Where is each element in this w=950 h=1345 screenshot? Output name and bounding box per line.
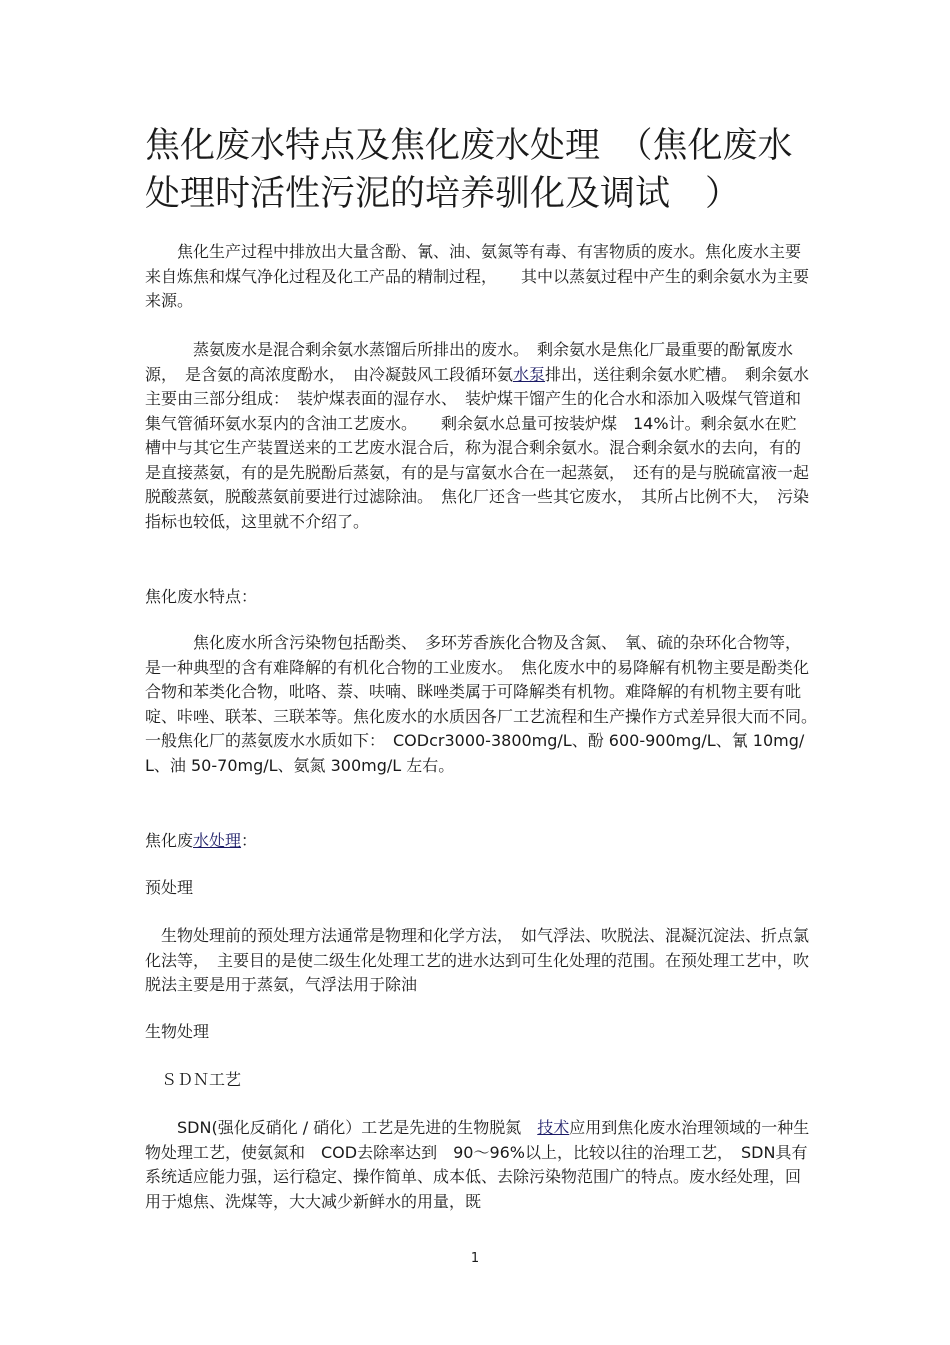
document-title: 焦化废水特点及焦化废水处理 （焦化废水处理时活性污泥的培养驯化及调试 ） <box>145 126 793 214</box>
water-treatment-link[interactable]: 水处理 <box>193 831 242 850</box>
section-heading-biological: 生物处理 <box>145 1022 210 1041</box>
technology-link[interactable]: 技术 <box>537 1118 570 1137</box>
section-heading-characteristics: 焦化废水特点： <box>145 587 258 606</box>
intro-paragraph: 焦化生产过程中排放出大量含酚、氰、油、氨氮等有毒、有害物质的废水。焦化废水主要来自炼焦和煤气净化过程及化工产品的精制过程， 其中以蒸氨过程中产生的剩余氨水为主要来源。 <box>145 242 810 310</box>
heading-text: ： <box>241 831 258 850</box>
paragraph-text: 应用到焦化废水治理领域的一种生物处理工艺，使氨氮和 COD去除率达到 90～96%以上，比较以往的治理工艺， SDN具有系统适应能力强，运行稳定、操作简单、成本低、去除污染物范围广的特点。废水经处理，回用于熄焦、洗煤等，大大减少新鲜水的用量，既 <box>145 1118 810 1211</box>
section-heading-pretreatment: 预处理 <box>145 878 194 897</box>
water-pump-link[interactable]: 水泵 <box>513 364 546 384</box>
paragraph-text: 排出，送往剩余氨水贮槽。 剩余氨水主要由三部分组成： 装炉煤表面的湿存水、 装炉煤干馏产生的化合水和添加入吸煤气管道和集气管循环氨水泵内的含油工艺废水。 剩余氨水总量可按装炉煤 14%计。剩余氨水在贮槽中与其它生产装置送来的工艺废水混合后，称为混合剩余氨水。混合剩余氨水的去向，有的是直接蒸氨，有的是先脱酚后蒸氨，有的是与富氨水合在一起蒸氨， 还有的是与脱硫富液一起脱酸蒸氨，脱酸蒸氨前要进行过滤除油。 焦化厂还含一些其它废水， 其所占比例不大， 污染指标也较低，这里就不介绍了。 <box>145 364 810 531</box>
page-number: 1 <box>470 1251 480 1266</box>
pretreatment-paragraph: 生物处理前的预处理方法通常是物理和化学方法， 如气浮法、吹脱法、混凝沉淀法、折点氯化法等， 主要目的是使二级生化处理工艺的进水达到可生化处理的范围。在预处理工艺中，吹脱法主要是用于蒸氨，气浮法用于除油 <box>145 926 810 994</box>
section-heading-treatment <box>145 829 257 853</box>
characteristics-paragraph: 焦化废水所含污染物包括酚类、 多环芳香族化合物及含氮、 氧、硫的杂环化合物等， 是一种典型的含有难降解的有机化合物的工业废水。 焦化废水中的易降解有机物主要是酚类化合物和苯类化合物，吡咯、萘、呋喃、眯唑类属于可降解类有机物。难降解的有机物主要有吡啶、咔唑、联苯、三联苯等。焦化废水的水质因各厂工艺流程和生产操作方式差异很大而不同。 一般焦化厂的蒸氨废水水质如下： CODcr3000-3800mg/L、酚 600-900mg/L、氰 10mg/L、油 50-70mg/L、氨氮 300mg/L 左右。 <box>145 633 826 775</box>
ammonia-wastewater-paragraph <box>145 338 810 534</box>
heading-text: 焦化废 <box>145 831 194 850</box>
section-heading-sdn: ＳＤＮ工艺 <box>145 1070 242 1089</box>
paragraph-text: SDN(强化反硝化 / 硝化）工艺是先进的生物脱氮 <box>145 1118 538 1137</box>
paragraph-text: 蒸氨废水是混合剩余氨水蒸馏后所排出的废水。 剩余氨水是焦化厂最重要的酚氰废水源， 是含氨的高浓度酚水， 由冷凝鼓风工段循环氨 <box>145 340 794 384</box>
sdn-paragraph <box>145 1116 810 1214</box>
